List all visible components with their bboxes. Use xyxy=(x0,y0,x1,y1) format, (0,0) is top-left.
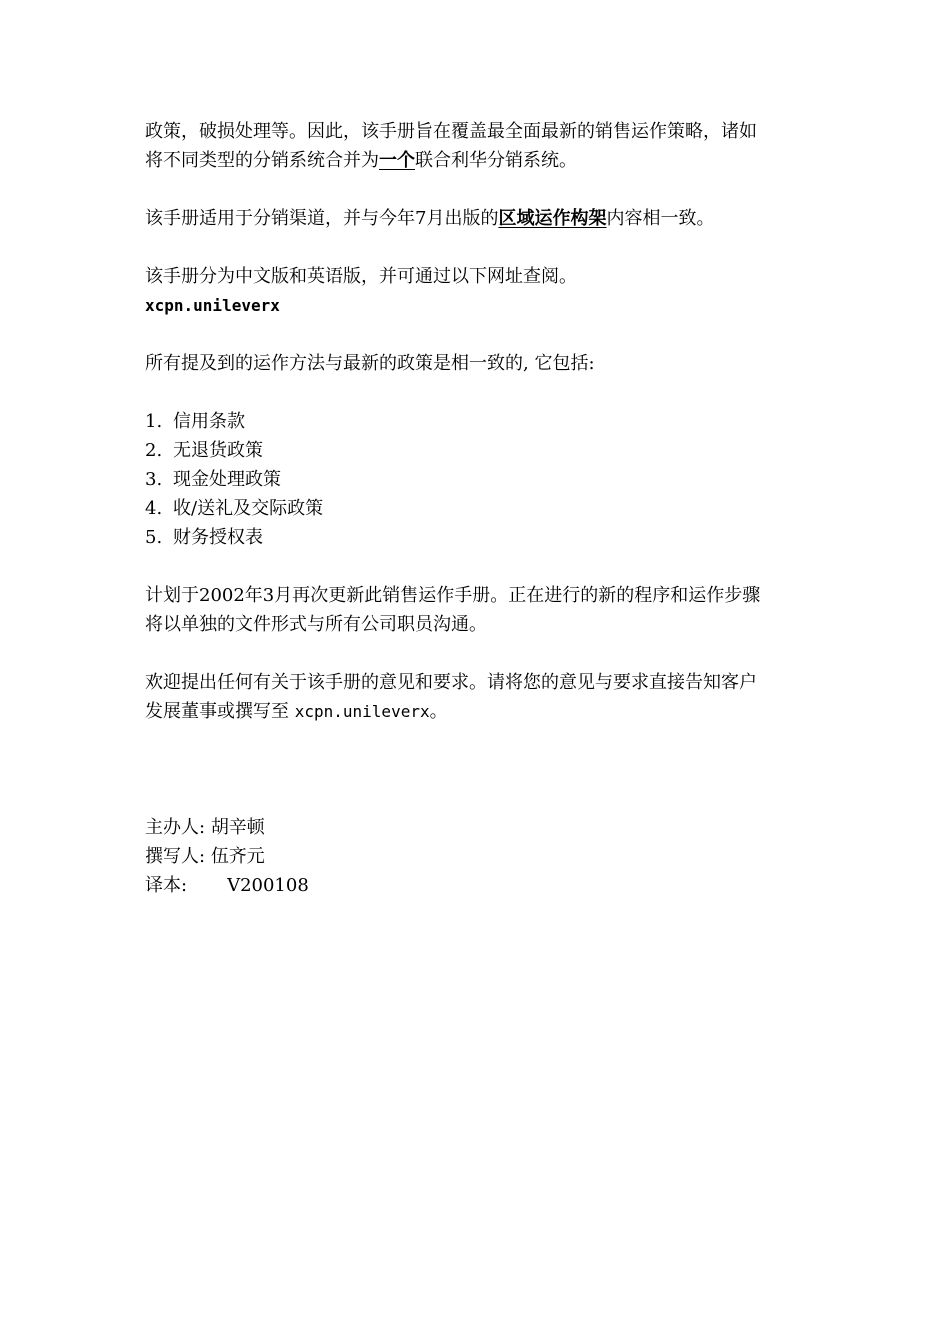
update-paragraph xyxy=(145,581,810,639)
intro-line-2-pre: 将不同类型的分销系统合并为 xyxy=(145,150,379,171)
policy-list xyxy=(145,407,810,552)
spacer xyxy=(145,726,810,784)
author-label: 撰写人: xyxy=(145,846,206,867)
intro-line-2-post: 联合利华分销系统。 xyxy=(415,150,577,171)
list-item-label: 收/送礼及交际政策 xyxy=(173,498,324,519)
list-item xyxy=(145,465,810,494)
feedback-line-1: 欢迎提出任何有关于该手册的意见和要求。请将您的意见与要求直接告知客户 xyxy=(145,672,757,693)
intro-line-2 xyxy=(145,146,810,175)
list-item-number: 1. xyxy=(145,411,163,432)
sponsor-name: 胡辛顿 xyxy=(210,817,265,838)
list-item-number: 4. xyxy=(145,498,163,519)
spacer xyxy=(145,784,810,813)
list-item-number: 3. xyxy=(145,469,163,490)
list-item xyxy=(145,523,810,552)
version-value: V200108 xyxy=(227,875,309,896)
author-name: 伍齐元 xyxy=(210,846,265,867)
versions-paragraph xyxy=(145,262,810,320)
list-item-number: 5. xyxy=(145,527,163,548)
credits-sponsor xyxy=(145,813,810,842)
intro-link-one[interactable]: 一个 xyxy=(379,150,415,171)
list-item-label: 信用条款 xyxy=(173,411,245,432)
list-item-label: 现金处理政策 xyxy=(173,469,281,490)
document-page xyxy=(145,117,810,900)
versions-text: 该手册分为中文版和英语版，并可通过以下网址查阅。 xyxy=(145,266,577,287)
contents-intro xyxy=(145,349,810,378)
list-item xyxy=(145,436,810,465)
credits-author xyxy=(145,842,810,871)
scope-paragraph xyxy=(145,204,810,233)
sponsor-label: 主办人: xyxy=(145,817,206,838)
list-item xyxy=(145,407,810,436)
scope-post: 内容相一致。 xyxy=(606,208,715,229)
feedback-line-2-post: 。 xyxy=(429,701,448,722)
list-item-label: 无退货政策 xyxy=(173,440,263,461)
feedback-url[interactable]: xcpn.unileverx xyxy=(294,702,430,721)
contents-intro-text: 所有提及到的运作方法与最新的政策是相一致的, 它包括: xyxy=(145,353,595,374)
feedback-line-2-pre: 发展董事或撰写至 xyxy=(145,701,295,722)
credits-block xyxy=(145,813,810,900)
feedback-paragraph xyxy=(145,668,810,726)
update-line-2: 将以单独的文件形式与所有公司职员沟通。 xyxy=(145,614,487,635)
versions-url[interactable]: xcpn.unileverx xyxy=(145,296,280,315)
feedback-line-2 xyxy=(145,697,810,726)
intro-paragraph xyxy=(145,117,810,175)
scope-pre: 该手册适用于分销渠道，并与今年7月出版的 xyxy=(145,208,499,229)
list-item xyxy=(145,494,810,523)
credits-version xyxy=(145,871,810,900)
intro-line-1: 政策，破损处理等。因此，该手册旨在覆盖最全面最新的销售运作策略，诸如 xyxy=(145,121,757,142)
list-item-number: 2. xyxy=(145,440,163,461)
scope-link-framework[interactable]: 区域运作构架 xyxy=(498,208,607,229)
version-label: 译本: xyxy=(145,875,188,896)
list-item-label: 财务授权表 xyxy=(173,527,263,548)
update-line-1: 计划于2002年3月再次更新此销售运作手册。正在进行的新的程序和运作步骤 xyxy=(145,585,761,606)
